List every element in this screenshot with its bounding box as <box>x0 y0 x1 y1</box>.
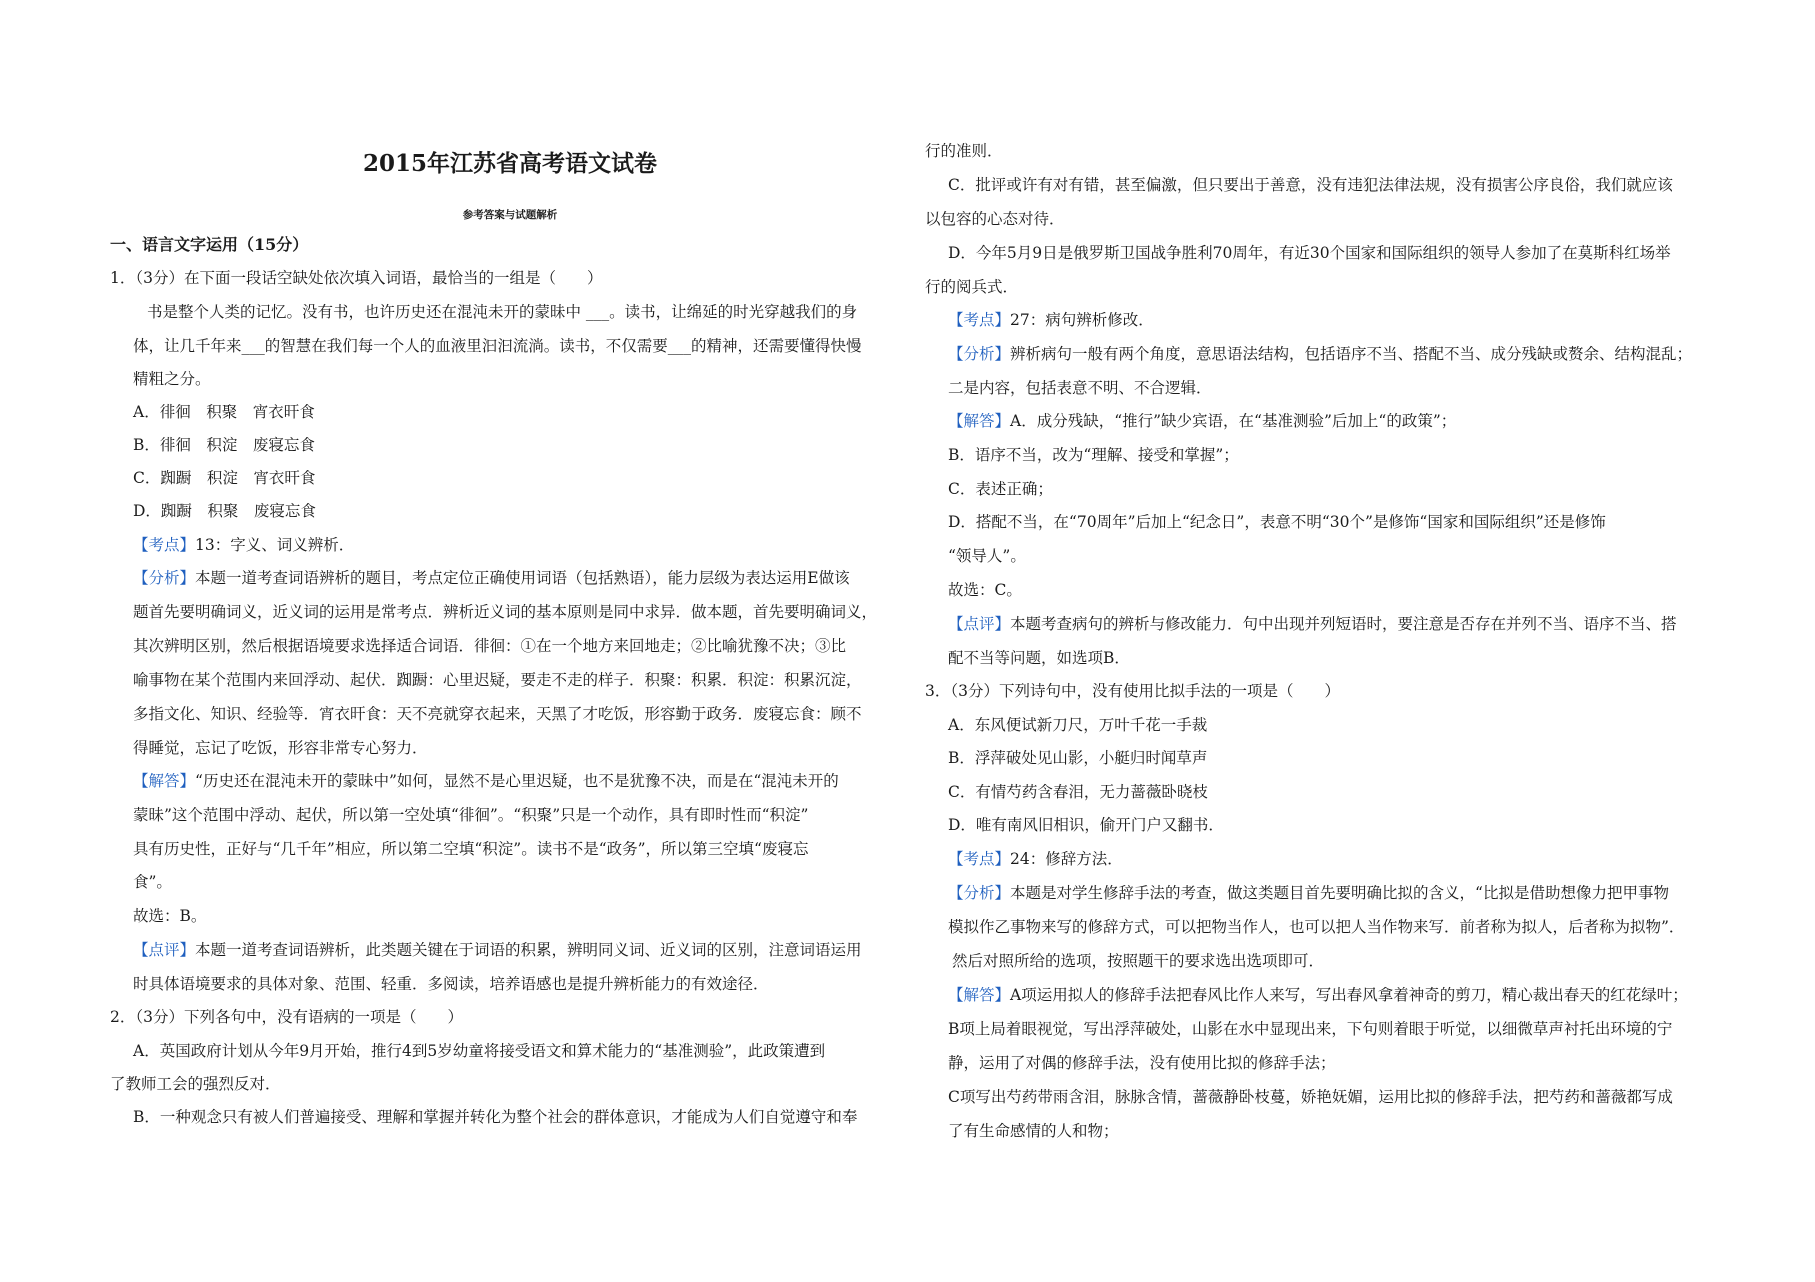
option-a: A．东风便试新刀尺，万叶千花一手裁 <box>948 716 1208 734</box>
fenxi-line: 得睡觉，忘记了吃饭，形容非常专心努力． <box>133 739 428 757</box>
option-d: D．今年5月9日是俄罗斯卫国战争胜利70周年，有近30个国家和国际组织的领导人参加了在莫斯科红场举 <box>948 244 1671 262</box>
kaodian-tag: 【考点】 <box>133 536 196 554</box>
kaodian-line <box>133 535 354 555</box>
kaodian-tag: 【考点】 <box>948 311 1011 329</box>
fenxi-line: 模拟作乙事物来写的修辞方式，可以把物当作人，也可以把人当作物来写．前者称为拟人，后者称为拟物”． <box>948 918 1685 936</box>
option-b: B．一种观念只有被人们普遍接受、理解和掌握并转化为整个社会的群体意识，才能成为人们自觉遵守和奉 <box>133 1108 858 1126</box>
jieda-line: C项写出芍药带雨含泪，脉脉含情，蔷薇静卧枝蔓，娇艳妩媚，运用比拟的修辞手法，把芍药和蔷薇都写成 <box>948 1088 1673 1106</box>
question-2-stem: 2．（3分）下列各句中，没有语病的一项是（ ） <box>110 1008 463 1026</box>
jieda-text: A项运用拟人的修辞手法把春风比作人来写，写出春风拿着神奇的剪刀，精心裁出春天的红花绿叶； <box>1010 986 1688 1004</box>
answer-line: 故选：C。 <box>948 581 1022 599</box>
jieda-line <box>948 411 1456 431</box>
jieda-text: A．成分残缺，“推行”缺少宾语，在“基准测验”后加上“的政策”； <box>1010 412 1457 430</box>
fenxi-line: 其次辨明区别，然后根据语境要求选择适合词语．徘徊：①在一个地方来回地走；②比喻犹豫不决；③比 <box>133 637 847 655</box>
fenxi-tag: 【分析】 <box>948 345 1011 363</box>
kaodian-text: 13：字义、词义辨析． <box>195 536 355 554</box>
fenxi-line <box>948 883 1669 903</box>
jieda-line: B项上局着眼视觉，写出浮萍破处，山影在水中显现出来，下句则着眼于听觉，以细微草声衬托出环境的宁 <box>948 1020 1673 1038</box>
option-d: D．踟蹰 积聚 废寝忘食 <box>133 502 316 520</box>
dianping-tag: 【点评】 <box>948 615 1011 633</box>
fenxi-tag: 【分析】 <box>133 569 196 587</box>
option-c-cont: 以包容的心态对待． <box>925 210 1065 228</box>
jieda-line <box>948 985 1688 1005</box>
option-b: B．浮萍破处见山影，小艇归时闻草声 <box>948 749 1208 767</box>
jieda-tag: 【解答】 <box>133 772 196 790</box>
fenxi-text: 本题是对学生修辞手法的考查，做这类题目首先要明确比拟的含义，“比拟是借助想像力把甲事物 <box>1010 884 1669 902</box>
option-c: C．批评或许有对有错，甚至偏激，但只要出于善意，没有违犯法律法规，没有损害公序良俗，我们就应该 <box>948 176 1673 194</box>
dianping-tag: 【点评】 <box>133 941 196 959</box>
option-a: A．英国政府计划从今年9月开始，推行4到5岁幼童将接受语文和算术能力的“基准测验”，此政策遭到 <box>133 1042 826 1060</box>
jieda-line: “领导人”。 <box>948 547 1026 565</box>
option-a: A．徘徊 积聚 宵衣旰食 <box>133 403 315 421</box>
dianping-line: 时具体语境要求的具体对象、范围、轻重．多阅读，培养语感也是提升辨析能力的有效途径． <box>133 975 769 993</box>
option-b-cont: 行的准则． <box>925 142 1003 160</box>
option-c: C．有情芍药含春泪，无力蔷薇卧晓枝 <box>948 783 1208 801</box>
fenxi-line: 多指文化、知识、经验等．宵衣旰食：天不亮就穿衣起来，天黑了才吃饭，形容勤于政务．废寝忘食：顾不 <box>133 705 862 723</box>
jieda-tag: 【解答】 <box>948 412 1011 430</box>
answer-line: 故选：B。 <box>133 907 207 925</box>
fenxi-line <box>948 344 1692 364</box>
jieda-text: “历史还在混沌未开的蒙昧中”如何，显然不是心里迟疑，也不是犹豫不决，而是在“混沌未开的 <box>195 772 839 790</box>
option-d: D．唯有南风旧相识，偷开门户又翻书． <box>948 816 1224 834</box>
jieda-tag: 【解答】 <box>948 986 1011 1004</box>
jieda-line: 静，运用了对偶的修辞手法，没有使用比拟的修辞手法； <box>948 1054 1336 1072</box>
question-1-stem: 1．（3分）在下面一段话空缺处依次填入词语，最恰当的一组是（ ） <box>110 269 603 287</box>
fenxi-line <box>133 568 850 588</box>
kaodian-line <box>948 849 1123 869</box>
jieda-line: 具有历史性，正好与“几千年”相应，所以第二空填“积淀”。读书不是“政务”，所以第三空填“废寝忘 <box>133 840 809 858</box>
kaodian-text: 24：修辞方法． <box>1010 850 1123 868</box>
jieda-line: C．表述正确； <box>948 480 1053 498</box>
fenxi-line: 然后对照所给的选项，按照题干的要求选出选项即可． <box>952 952 1325 970</box>
jieda-line: B．语序不当，改为“理解、接受和掌握”； <box>948 446 1239 464</box>
page-title: 2015年江苏省高考语文试卷 <box>362 150 657 177</box>
jieda-line: 蒙昧”这个范围中浮动、起伏，所以第一空处填“徘徊”。“积聚”只是一个动作，具有即时性而“积淀” <box>133 806 809 824</box>
jieda-line: D．搭配不当，在“70周年”后加上“纪念日”，表意不明“30个”是修饰“国家和国际组织”还是修饰 <box>948 513 1606 531</box>
dianping-line: 配不当等问题，如选项B． <box>948 649 1130 667</box>
fenxi-line: 二是内容，包括表意不明、不合逻辑． <box>948 379 1212 397</box>
page-subtitle: 参考答案与试题解析 <box>462 209 558 221</box>
option-d-cont: 行的阅兵式． <box>925 278 1019 296</box>
kaodian-line <box>948 310 1154 330</box>
passage-line: 体，让几千年来___的智慧在我们每一个人的血液里汩汩流淌。读书，不仅需要___的精神，还需要懂得快慢 <box>133 337 862 355</box>
option-b: B．徘徊 积淀 废寝忘食 <box>133 436 315 454</box>
fenxi-text: 本题一道考查词语辨析的题目，考点定位正确使用词语（包括熟语），能力层级为表达运用E做该 <box>195 569 850 587</box>
fenxi-tag: 【分析】 <box>948 884 1011 902</box>
question-3-stem: 3．（3分）下列诗句中，没有使用比拟手法的一项是（ ） <box>925 682 1340 700</box>
jieda-line: 食”。 <box>133 873 172 891</box>
option-a-cont: 了教师工会的强烈反对． <box>110 1075 281 1093</box>
option-c: C．踟蹰 积淀 宵衣旰食 <box>133 469 316 487</box>
section-heading: 一、语言文字运用（15分） <box>110 235 309 254</box>
kaodian-text: 27：病句辨析修改． <box>1010 311 1154 329</box>
fenxi-line: 题首先要明确词义，近义词的运用是常考点．辨析近义词的基本原则是同中求异．做本题，首先要明确词义， <box>133 603 878 621</box>
fenxi-line: 喻事物在某个范围内来回浮动、起伏．踟蹰：心里迟疑，要走不走的样子．积聚：积累．积淀：积累沉淀， <box>133 671 862 689</box>
jieda-line <box>133 771 839 791</box>
dianping-line <box>948 614 1677 634</box>
passage-line: 书是整个人类的记忆。没有书，也许历史还在混沌未开的蒙昧中 ___。读书，让绵延的时光穿越我们的身 <box>147 303 858 321</box>
dianping-text: 本题考查病句的辨析与修改能力．句中出现并列短语时，要注意是否存在并列不当、语序不当、搭 <box>1010 615 1677 633</box>
fenxi-text: 辨析病句一般有两个角度，意思语法结构，包括语序不当、搭配不当、成分残缺或赘余、结构混乱； <box>1010 345 1693 363</box>
jieda-line: 了有生命感情的人和物； <box>948 1122 1119 1140</box>
dianping-text: 本题一道考查词语辨析，此类题关键在于词语的积累，辨明同义词、近义词的区别，注意词语运用 <box>195 941 862 959</box>
passage-line: 精粗之分。 <box>133 370 211 388</box>
dianping-line <box>133 940 862 960</box>
kaodian-tag: 【考点】 <box>948 850 1011 868</box>
